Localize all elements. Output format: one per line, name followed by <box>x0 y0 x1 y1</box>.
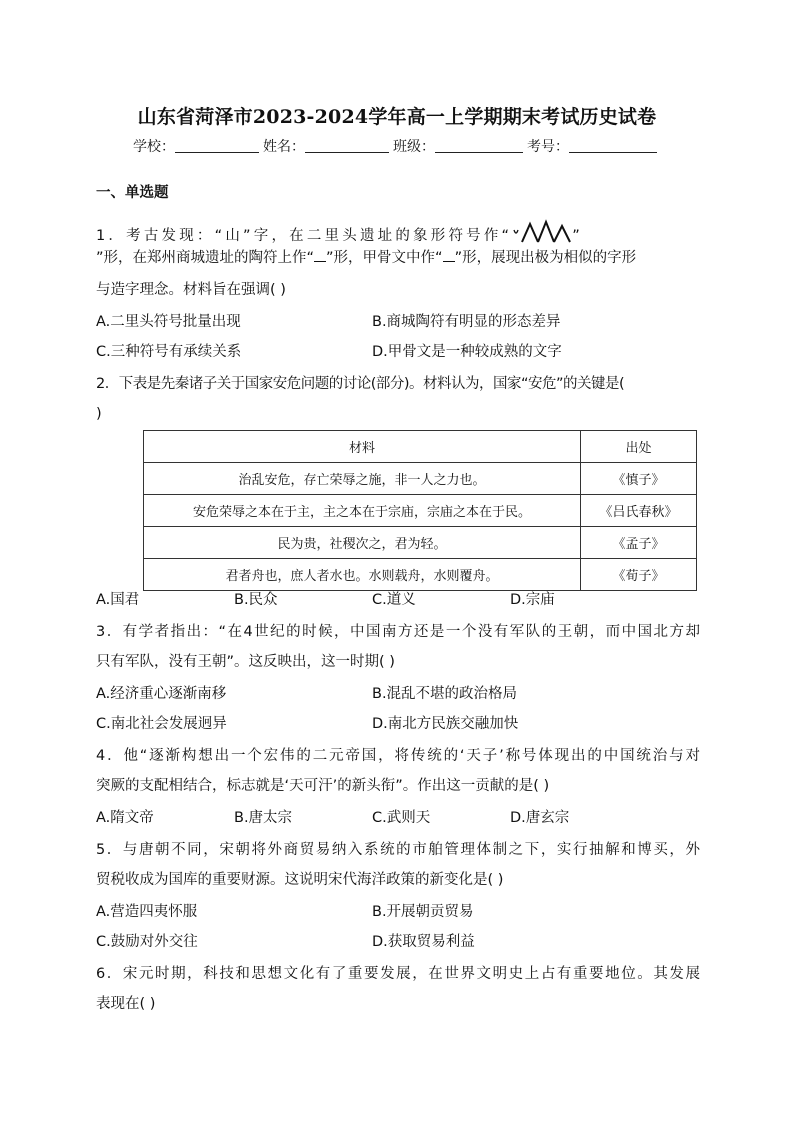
q1-option-c[interactable]: C.三种符号有承续关系 <box>96 344 242 360</box>
q1-line-1: 1．考古发现：“山”字，在二里头遗址的象形符号作“ ” <box>96 218 580 246</box>
q2-option-a[interactable]: A.国君 <box>96 592 140 608</box>
table-header-cell: 材料 <box>144 431 581 463</box>
table-cell: 《慎子》 <box>581 463 697 495</box>
q3-option-d[interactable]: D.南北方民族交融加快 <box>372 716 519 732</box>
table-cell: 民为贵，社稷次之，君为轻。 <box>144 527 581 559</box>
table-cell: 《孟子》 <box>581 527 697 559</box>
q6-line-2: 表现在( ) <box>96 996 156 1012</box>
q1-line-2: ”形，在郑州商城遗址的陶符上作“ ”形，甲骨文中作“ ”形，展现出极为相似的字形 <box>96 250 637 266</box>
school-blank <box>175 138 259 153</box>
q4-option-c[interactable]: C.武则天 <box>372 810 431 826</box>
class-label: 班级： <box>393 139 435 155</box>
table-cell: 《吕氏春秋》 <box>581 495 697 527</box>
table-header-cell: 出处 <box>581 431 697 463</box>
name-blank <box>305 138 389 153</box>
q1-pottery-glyph-blank <box>314 249 326 262</box>
q6-line-1: 6．宋元时期，科技和思想文化有了重要发展，在世界文明史上占有重要地位。其发展 <box>96 966 700 982</box>
table-cell: 安危荣辱之本在于主，主之本在于宗庙，宗庙之本在于民。 <box>144 495 581 527</box>
q1-option-d[interactable]: D.甲骨文是一种较成熟的文字 <box>372 344 562 360</box>
q5-option-d[interactable]: D.获取贸易利益 <box>372 934 475 950</box>
q4-line-2: 突厥的支配相结合，标志就是‘天可汗’的新头衔”。作出这一贡献的是( ) <box>96 778 550 794</box>
table-header-row <box>144 431 697 463</box>
student-info-row <box>0 136 794 156</box>
q4-line-1: 4．他“逐渐构想出一个宏伟的二元帝国，将传统的‘天子’称号体现出的中国统治与对 <box>96 748 700 764</box>
q2-line-2: ) <box>96 406 102 422</box>
table-cell: 《荀子》 <box>581 559 697 591</box>
q1-option-b[interactable]: B.商城陶符有明显的形态差异 <box>372 314 561 330</box>
table-row <box>144 463 697 495</box>
q4-option-a[interactable]: A.隋文帝 <box>96 810 154 826</box>
name-label: 姓名： <box>263 139 305 155</box>
table-row <box>144 559 697 591</box>
q5-option-a[interactable]: A.营造四夷怀服 <box>96 904 198 920</box>
q3-option-b[interactable]: B.混乱不堪的政治格局 <box>372 686 518 702</box>
q5-option-b[interactable]: B.开展朝贡贸易 <box>372 904 474 920</box>
id-blank <box>569 138 657 153</box>
table-cell: 君者舟也，庶人者水也。水则载舟，水则覆舟。 <box>144 559 581 591</box>
q3-line-2: 只有军队，没有王朝”。这反映出，这一时期( ) <box>96 654 395 670</box>
table-row <box>144 495 697 527</box>
q1-line-3: 与造字理念。材料旨在强调( ) <box>96 282 286 298</box>
q3-line-1: 3．有学者指出：“在4世纪的时候，中国南方还是一个没有军队的王朝，而中国北方却 <box>96 624 700 640</box>
school-label: 学校： <box>133 139 175 155</box>
q1-option-a[interactable]: A.二里头符号批量出现 <box>96 314 241 330</box>
q4-option-b[interactable]: B.唐太宗 <box>234 810 293 826</box>
q2-line-1: 2．下表是先秦诸子关于国家安危问题的讨论(部分)。材料认为，国家“安危”的关键是( <box>96 376 625 392</box>
exam-title: 山东省菏泽市2023-2024学年高一上学期期末考试历史试卷 <box>137 106 657 128</box>
q2-option-d[interactable]: D.宗庙 <box>510 592 555 608</box>
q5-line-2: 贸税收成为国库的重要财源。这说明宋代海洋政策的新变化是( ) <box>96 872 504 888</box>
q5-option-c[interactable]: C.鼓励对外交往 <box>96 934 198 950</box>
q1-oracle-glyph-blank <box>443 249 455 262</box>
class-blank <box>435 138 523 153</box>
q3-option-a[interactable]: A.经济重心逐渐南移 <box>96 686 227 702</box>
section-heading: 一、单选题 <box>96 185 169 201</box>
q4-option-d[interactable]: D.唐玄宗 <box>510 810 570 826</box>
source-table <box>143 430 697 591</box>
id-label: 考号： <box>527 139 569 155</box>
q2-option-c[interactable]: C.道义 <box>372 592 416 608</box>
q3-option-c[interactable]: C.南北社会发展迥异 <box>96 716 227 732</box>
q2-option-b[interactable]: B.民众 <box>234 592 278 608</box>
table-row <box>144 527 697 559</box>
table-cell: 治乱安危，存亡荣辱之施，非一人之力也。 <box>144 463 581 495</box>
q5-line-1: 5．与唐朝不同，宋朝将外商贸易纳入系统的市舶管理体制之下，实行抽解和博买，外 <box>96 842 700 858</box>
mountain-glyph-icon <box>512 218 572 246</box>
